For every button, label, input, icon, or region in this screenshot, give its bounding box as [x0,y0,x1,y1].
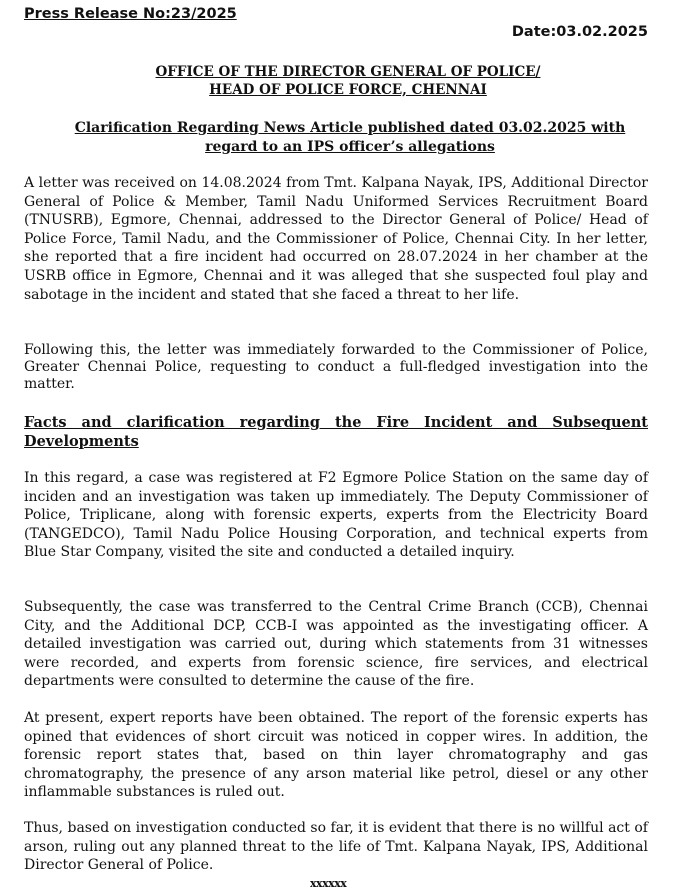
press-release-number: Press Release No:23/2025 [24,6,237,22]
paragraph-letter-forwarded: Following this, the letter was immediately forwarded to the Commissioner of Police, Greater Chennai Police, requesting to conduct a full-fledged investigation into the matter. [24,342,648,392]
subject-heading [20,119,680,156]
subject-heading-line-2: regard to an IPS officer’s allegations [205,138,495,155]
paragraph-expert-reports: At present, expert reports have been obtained. The report of the forensic experts has opined that evidences of short circuit was noticed in copper wires. In addition, the forensic report states that, based on thin layer chromatography and gas chromatography, the presence of any arson material like petrol, diesel or any other inflammable substances is ruled out. [24,710,648,801]
paragraph-conclusion: Thus, based on investigation conducted so far, it is evident that there is no willful act of arson, ruling out any planned threat to the life of Tmt. Kalpana Nayak, IPS, Additional Director General of Police. [24,820,648,874]
release-date: Date:03.02.2025 [511,24,648,40]
paragraph-case-registered: In this regard, a case was registered at F2 Egmore Police Station on the same day of inciden and an investigation was taken up immediately. The Deputy Commissioner of Police, Triplicane, along with forensic experts, experts from the Electricity Board (TANGEDCO), Tamil Nadu Police Housing Corporation, and technical experts from Blue Star Company, visited the site and conducted a detailed inquiry. [24,470,648,561]
paragraph-letter-received: A letter was received on 14.08.2024 from Tmt. Kalpana Nayak, IPS, Additional Director General of Police & Member, Tamil Nadu Uniformed Services Recruitment Board (TNUSRB), Egmore, Chennai, addressed to the Director General of Police/ Head of Police Force, Tamil Nadu, and the Commissioner of Police, Chennai City. In her letter, she reported that a fire incident had occurred on 28.07.2024 in her chamber at the USRB office in Egmore, Chennai and it was alleged that she suspected foul play and sabotage in the incident and stated that she faced a threat to her life. [24,175,648,303]
subject-heading-line-1: Clarification Regarding News Article published dated 03.02.2025 with [74,120,626,136]
section-heading-facts: Facts and clarification regarding the Fire Incident and Subsequent Developments [24,414,648,450]
office-heading-line-2: HEAD OF POLICE FORCE, CHENNAI [209,81,487,98]
closing-mark: xxxxxx [310,877,347,890]
office-heading [0,64,696,99]
paragraph-case-transferred: Subsequently, the case was transferred to the Central Crime Branch (CCB), Chennai City, and the Additional DCP, CCB-I was appointed as the investigating officer. A detailed investigation was carried out, during which statements from 31 witnesses were recorded, and experts from forensic science, fire services, and electrical departments were consulted to determine the cause of the fire. [24,599,648,690]
office-heading-line-1: OFFICE OF THE DIRECTOR GENERAL OF POLICE/ [155,64,541,80]
